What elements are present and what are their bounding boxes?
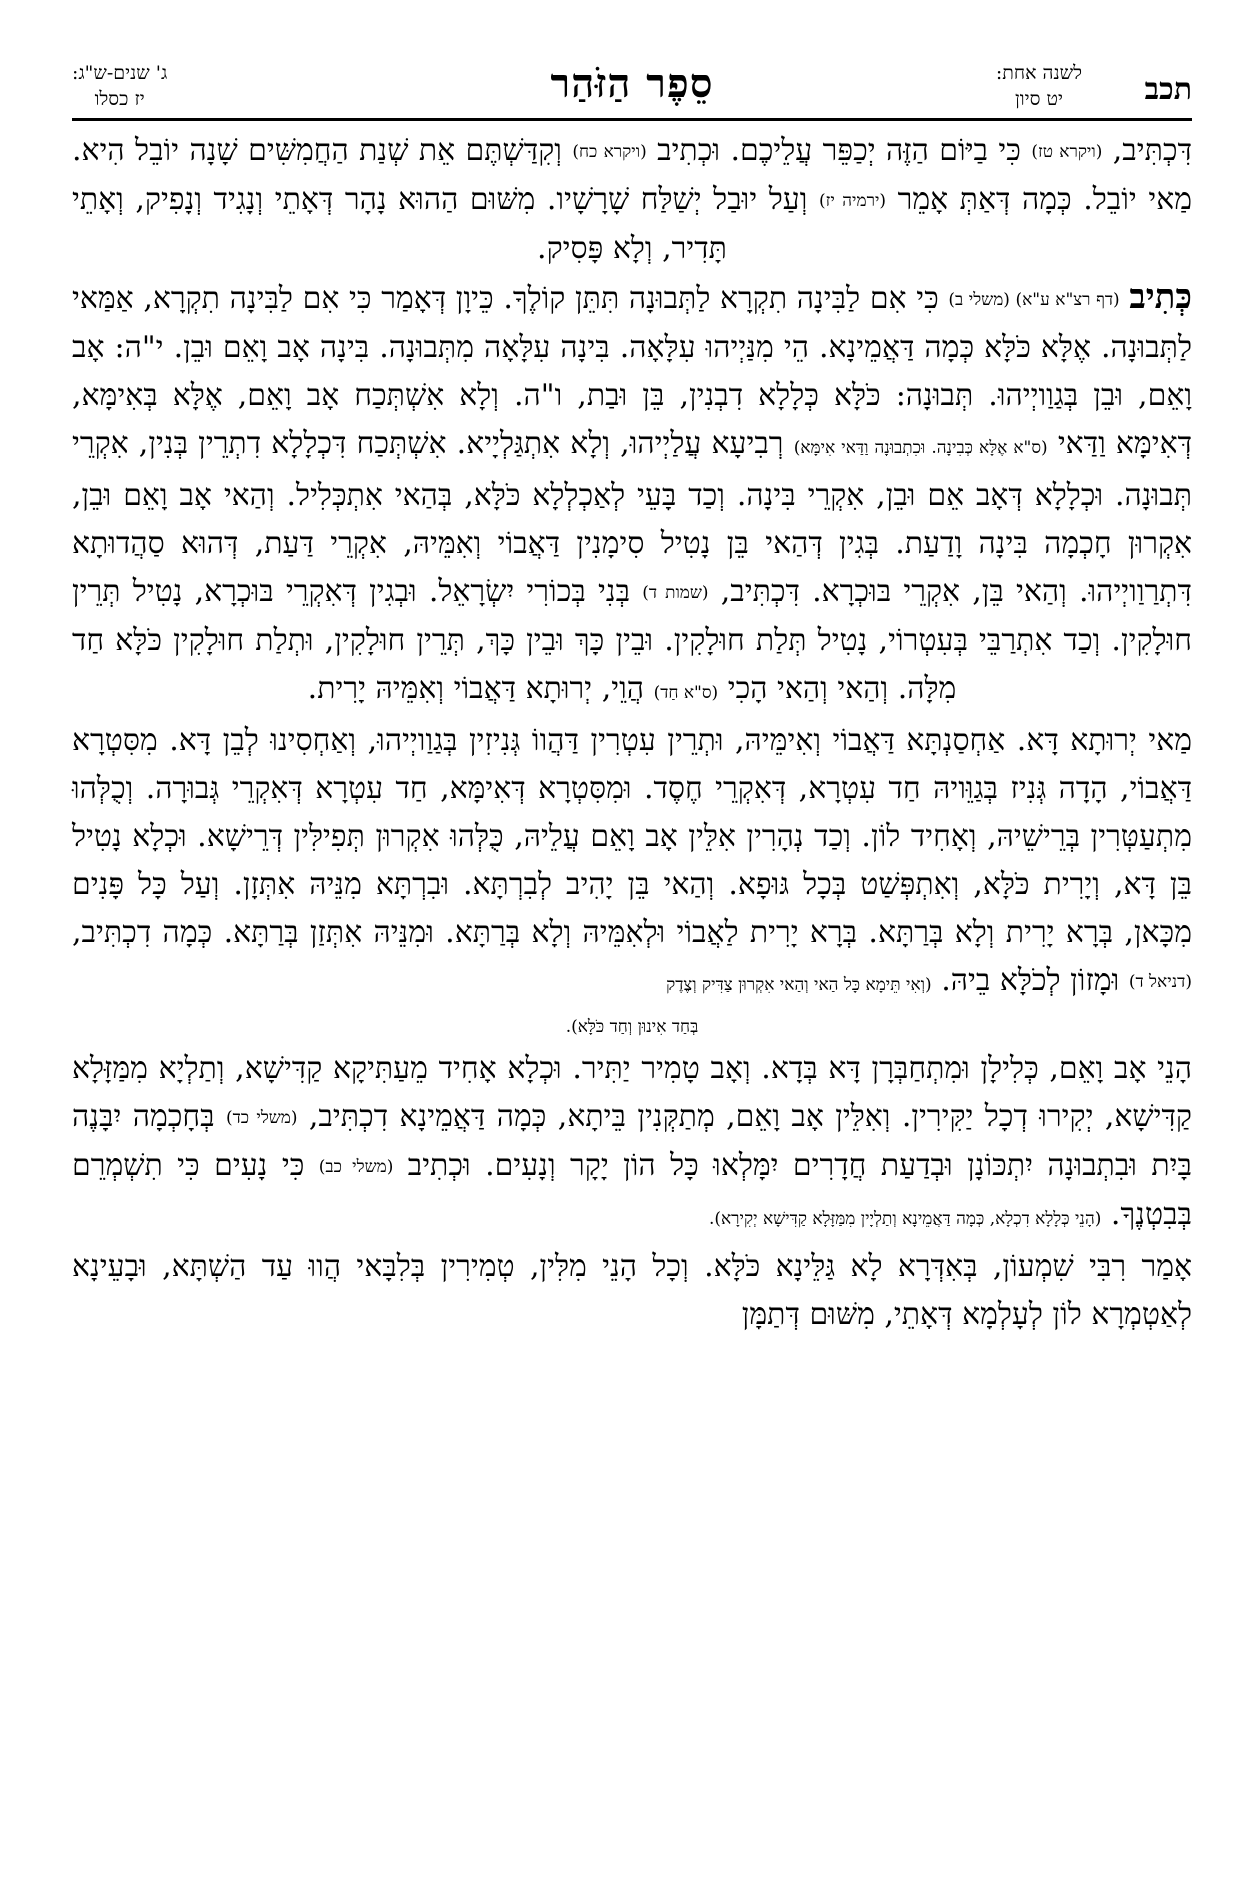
text-run: אָמַר רִבִּי שִׁמְעוֹן, בְּאִדְּרָא לָא גַּלֵּינָא כֹּלָּא. וְכָל הָנֵי מִלִּין, טְמִירִין בְּלִבָּאי הֲווּ עַד הַשְׁתָּא, וּבָעֵינָא לְאַטְמְרָא לוֹן לְעָלְמָא דְּאָתֵי, מִשּׁוּם דְּתַמָּן <box>72 1249 1192 1332</box>
text-run: בְּנִי בְּכוֹרִי יִשְׂרָאֵל. וּבְגִין דְּאִקְרֵי בּוּכְרָא, נָטִיל תְּרֵין חוּלָקִין. וְכַד אִתְרַבֵּי בְּעִטְרוֹי, נָטִיל תְּלַת חוּלָקִין. וּבֵין כָּךְ וּבֵין כָּךְ, תְּרֵין חוּלָקִין, וּתְלַת חוּלָקִין כֹּלָּא חַד מִלָּה. וְהַאי וְהַאי הָכִי <box>72 574 1192 706</box>
paragraph-1 <box>72 127 1192 273</box>
book-title: סֵפֶר הַזֹּהַר <box>550 60 714 107</box>
variant-note-continuation: בְּחַד אִינוּן וְחַד כֹּלָּא). <box>565 1017 699 1037</box>
variant-note: (ס"א חַד) <box>653 683 719 703</box>
one-year-label: לשנה אחת: <box>995 62 1082 84</box>
page-header <box>72 58 1192 121</box>
three-year-schedule <box>72 60 167 112</box>
paragraph-3 <box>72 717 1192 1009</box>
verse-reference: (ויקרא כח) <box>572 142 647 162</box>
variant-note: (וְאִי תֵּימָא כָּל הַאי וְהַאי אִקְרוּן צַדִּיק וְצֶדֶק <box>666 975 932 995</box>
verse-reference: (שמות ד) <box>642 583 709 603</box>
three-year-label: ג' שנים-ש"ג: <box>72 62 168 84</box>
text-run: וּמָזוֹן לְכֹלָּא בֵיהּ. <box>941 963 1120 998</box>
text-run: כִּי בַיּוֹם הַזֶּה יְכַפֵּר עֲלֵיכֶם. וּכְתִיב <box>657 133 1021 168</box>
text-run: דִּכְתִּיב, <box>1112 133 1193 168</box>
variant-note: (ס"א אֶלָּא כְּבִינָה. וּכִתְבוּנָה וַדַּאי אִימָּא) <box>793 438 1048 458</box>
verse-reference: (ירמיה יז) <box>819 191 887 211</box>
main-text <box>72 127 1192 1339</box>
text-run: בְּחָכְמָה יִבָּנֶה בָּיִת וּבִתְבוּנָה יִתְכּוֹנָן וּבְדַעַת חֲדָרִים יִמָּלְאוּ כָּל הוֹן יָקָר וְנָעִים. וּכְתִיב <box>72 1099 1192 1183</box>
verse-reference: (ויקרא טז) <box>1031 142 1103 162</box>
one-year-date: יט סיון <box>1014 88 1063 110</box>
paragraph-4 <box>72 1045 1192 1243</box>
page-reference: (דף רצ"א ע"א) (משלי ב) <box>948 290 1120 310</box>
text-run: וְקִדַּשְׁתֶּם אֵת שְׁנַת הַחֲמִשִּׁים שָׁנָה יוֹבֵל הִיא. מַאי יוֹבֵל. כְּמָה דְּאַתְּ אָמֵר <box>72 133 1192 217</box>
three-year-date: יז כסלו <box>94 88 145 110</box>
text-run: הֲוֵי, יְרוּתָא דַּאֲבוֹי וְאִמֵּיהּ יָרִית. <box>307 671 645 706</box>
verse-reference: (משלי כב) <box>318 1157 394 1177</box>
text-run: מַאי יְרוּתָא דָּא. אַחְסַנְתָּא דַּאֲבוֹי וְאִימֵּיהּ, וּתְרֵין עִטְרִין דַּהֲווֹ גְּנִיזִין בְּגַוַויְיהוּ, וְאַחְסִינוּ לְבֵן דָּא. מִסִּטְרָא דַּאֲבוֹי, הָדָה גְּנִיז בְּגַוֵּויהּ חַד עִטְרָא, דְּאִקְרֵי חֶסֶד. וּמִסִּטְרָא דְּאִימָּא, חַד עִטְרָא דְּאִקְרֵי גְּבוּרָה. וְכֻלְּהוּ מִתְעַטְּרִין בְּרֵישֵׁיהּ, וְאָחִיד לוֹן. וְכַד נְהָרִין אִלֵּין אָב וָאֵם עֲלֵיהּ, כֻּלְּהוּ אִקְרוּן תְּפִילִּין דְּרֵישָׁא. וּכְלָא נָטִיל בֵּן דָּא, וְיָרִית כֹּלָּא, וְאִתְפְּשַׁט בְּכָל גּוּפָא. וְהַאי בֵּן יָהִיב לְבִרְתָּא. וּבִרְתָּא מִנֵּיהּ אִתְּזָן. וְעַל כָּל פָּנִים מִכָּאן, בְּרָא יָרִית וְלָא בְּרַתָּא. בְּרָא יָרִית לַאֲבוֹי וּלְאִמֵּיהּ וְלָא בְּרַתָּא. וּמִנֵּיהּ אִתְּזַן בְּרַתָּא. כְּמָה דִכְתִּיב, <box>72 723 1192 950</box>
text-run: כִּי אִם לַבִּינָה תִקְרָא לַתְּבוּנָה תִּתֵּן קוֹלֶךָ. כֵּיוָן דְּאָמַר כִּי אִם לַבִּינָה תִקְרָא, אַמַּאי לַתְּבוּנָה. אֶלָּא כֹּלָּא כְּמָה דַּאֲמֵינָא. הֵי מִנַּיְיהוּ עִלָּאָה. בִּינָה עִלָּאָה מִתְּבוּנָה. בִּינָה אָב וָאֵם וּבֵן. י"ה: אָב וָאֵם, וּבֵן בְּגַוַויְיהוּ. תְּבוּנָה: כֹּלָּא כְּלָלָא דִבְנִין, בֵּן וּבַת, ו"ה. וְלָא אִשְׁתְּכַח אָב וָאֵם, אֶלָּא בְּאִימָּא, דְּאִימָּא וַדַּאי <box>72 281 1193 461</box>
paragraph-2 <box>72 273 1192 717</box>
text-run: כִּי נָעִים כִּי תִשְׁמְרֵם בְּבִטְנֶךָ. <box>72 1148 1192 1232</box>
page-number: תכב <box>1144 72 1192 107</box>
opening-word: כְּתִיב <box>1129 277 1193 317</box>
page <box>72 58 1192 1848</box>
variant-note: (הָנֵי כְּלָלָא דִכְלָא, כְּמָה דַּאֲמֵינָא וְתַלְיָין מִמַּזָּלָא קַדִּישָׁא יְקִירָא). <box>708 1209 1102 1229</box>
text-run: וְעַל יוּבַל יְשַׁלַּח שָׁרָשָׁיו. מִשּׁוּם הַהוּא נָהָר דְּאָתֵי וְנָגִיד וְנָפִיק, וְאָתֵי תָּדִיר, וְלָא פָּסִיק. <box>72 182 808 266</box>
verse-reference: (משלי כד) <box>226 1108 298 1128</box>
verse-reference: (דניאל ד) <box>1128 972 1192 992</box>
paragraph-5 <box>72 1243 1192 1339</box>
text-run: רְבִיעָא עֲלַיְיהוּ, וְלָא אִתְגַּלְיָיא. אִשְׁתְּכַח דִּכְלָלָא דִתְרֵין בְּנִין, אִקְרֵי תְּבוּנָה. וּכְלָלָא דְּאָב אֵם וּבֵן, אִקְרֵי בִּינָה. וְכַד בָּעֵי לְאַכְלְלָא כֹּלָּא, בְּהַאי אִתְכְּלִיל. וְהַאי אָב וָאֵם וּבֵן, אִקְרוּן חָכְמָה בִּינָה וָדַעַת. בְּגִין דְּהַאי בֵּן נָטִיל סִימָנִין דַּאֲבוֹי וְאִמֵּיהּ, אִקְרֵי דַּעַת, דְּהוּא סַהֲדוּתָא דִּתְרַוַויְיהוּ. וְהַאי בֵּן, אִקְרֵי בּוּכְרָא. דִּכְתִּיב, <box>72 426 1192 609</box>
text-run: הָנֵי אָב וָאֵם, כְּלִילָן וּמִתְחַבְּרָן דָּא בְּדָא. וְאָב טָמִיר יַתִּיר. וּכְלָא אָחִיד מֵעַתִּיקָא קַדִּישָׁא, וְתַלְיָא מִמַּזָּלָא קַדִּישָׁא, יְקִירוּ דְכָל יַקִּירִין. וְאִלֵּין אָב וָאֵם, מְתַקְּנִין בֵּיתָא, כְּמָה דַּאֲמֵינָא דִכְתִּיב, <box>72 1051 1192 1134</box>
